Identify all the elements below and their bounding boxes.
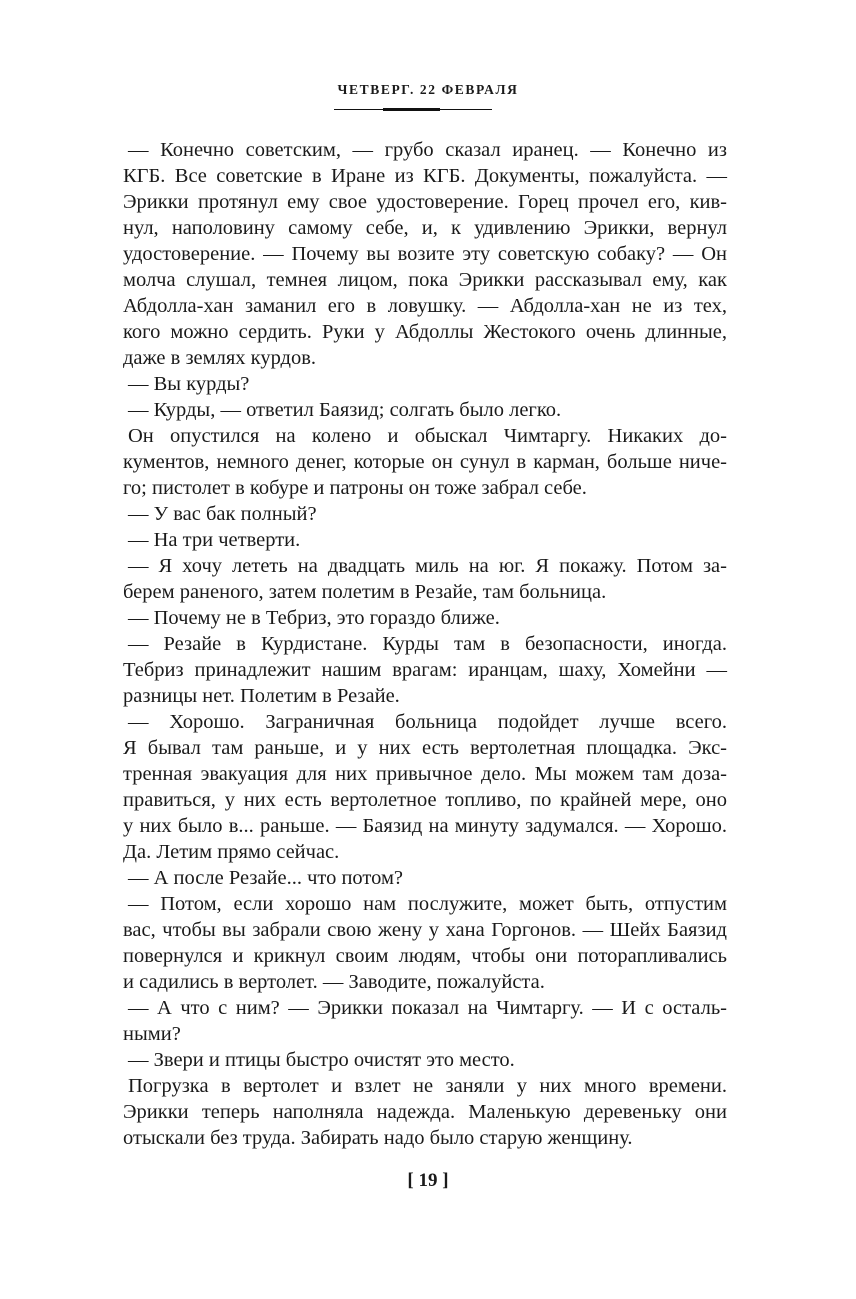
running-header: ЧЕТВЕРГ. 22 ФЕВРАЛЯ	[337, 82, 519, 97]
text-line: даже в землях курдов.	[123, 347, 317, 369]
text-line: молча слушал, темнея лицом, пока Эрикки рассказывал ему, как	[123, 269, 727, 291]
text-line: удостоверение. — Почему вы возите эту советскую собаку? — Он	[123, 243, 727, 265]
text-line: Абдолла-хан заманил его в ловушку. — Абдолла-хан не из тех,	[123, 295, 727, 317]
text-line: го; пистолет в кобуре и патроны он тоже забрал себе.	[123, 477, 587, 499]
text-line: Да. Летим прямо сейчас.	[123, 841, 340, 863]
text-line: вас, чтобы вы забрали свою жену у хана Горгонов. — Шейх Баязид	[123, 919, 727, 941]
text-line: правиться, у них есть вертолетное топливо, по крайней мере, оно	[123, 789, 727, 811]
text-line: — Потом, если хорошо нам послужите, может быть, отпустим	[128, 893, 727, 915]
text-line: Тебриз принадлежит нашим врагам: иранцам, шаху, Хомейни —	[123, 659, 727, 681]
text-line: — На три четверти.	[128, 529, 301, 551]
text-line: тренная эвакуация для них привычное дело. Мы можем там доза-	[123, 763, 727, 785]
text-line: берем раненого, затем полетим в Резайе, там больница.	[123, 581, 607, 603]
text-line: — Резайе в Курдистане. Курды там в безопасности, иногда.	[128, 633, 727, 655]
page-number: [ 19 ]	[407, 1170, 449, 1191]
body-text	[123, 137, 727, 1151]
text-line: — Вы курды?	[128, 373, 250, 395]
text-line: у них было в... раньше. — Баязид на минуту задумался. — Хорошо.	[123, 815, 727, 837]
text-line: кого можно сердить. Руки у Абдоллы Жестокого очень длинные,	[123, 321, 727, 343]
text-line: — А после Резайе... что потом?	[128, 867, 404, 889]
text-line: КГБ. Все советские в Иране из КГБ. Документы, пожалуйста. —	[123, 165, 727, 187]
text-line: Я бывал там раньше, и у них есть вертолетная площадка. Экс-	[123, 737, 727, 759]
text-line: повернулся и крикнул своим людям, чтобы они поторапливались	[123, 945, 727, 967]
text-line: — Звери и птицы быстро очистят это место.	[128, 1049, 515, 1071]
text-line: нул, наполовину самому себе, и, к удивлению Эрикки, вернул	[123, 217, 727, 239]
text-line: отыскали без труда. Забирать надо было старую женщину.	[123, 1127, 633, 1149]
header-divider-accent	[383, 108, 440, 111]
text-line: — Курды, — ответил Баязид; солгать было легко.	[128, 399, 562, 421]
text-line: Погрузка в вертолет и взлет не заняли у них много времени.	[128, 1075, 727, 1097]
text-line: Эрикки протянул ему свое удостоверение. Горец прочел его, кив-	[123, 191, 727, 213]
text-line: кументов, немного денег, которые он сунул в карман, больше ниче-	[123, 451, 727, 473]
text-line: — Конечно советским, — грубо сказал иранец. — Конечно из	[128, 139, 727, 161]
text-line: — Я хочу лететь на двадцать миль на юг. Я покажу. Потом за-	[128, 555, 727, 577]
text-line: — У вас бак полный?	[128, 503, 317, 525]
text-line: — Хорошо. Заграничная больница подойдет лучше всего.	[128, 711, 727, 733]
text-line: Эрикки теперь наполняла надежда. Маленькую деревеньку они	[123, 1101, 727, 1123]
text-line: и садились в вертолет. — Заводите, пожалуйста.	[123, 971, 545, 993]
text-line: ными?	[123, 1023, 181, 1045]
text-line: — А что с ним? — Эрикки показал на Чимтаргу. — И с осталь-	[128, 997, 727, 1019]
text-line: разницы нет. Полетим в Резайе.	[123, 685, 400, 707]
text-line: — Почему не в Тебриз, это гораздо ближе.	[128, 607, 500, 629]
text-line: Он опустился на колено и обыскал Чимтаргу. Никаких до-	[128, 425, 727, 447]
